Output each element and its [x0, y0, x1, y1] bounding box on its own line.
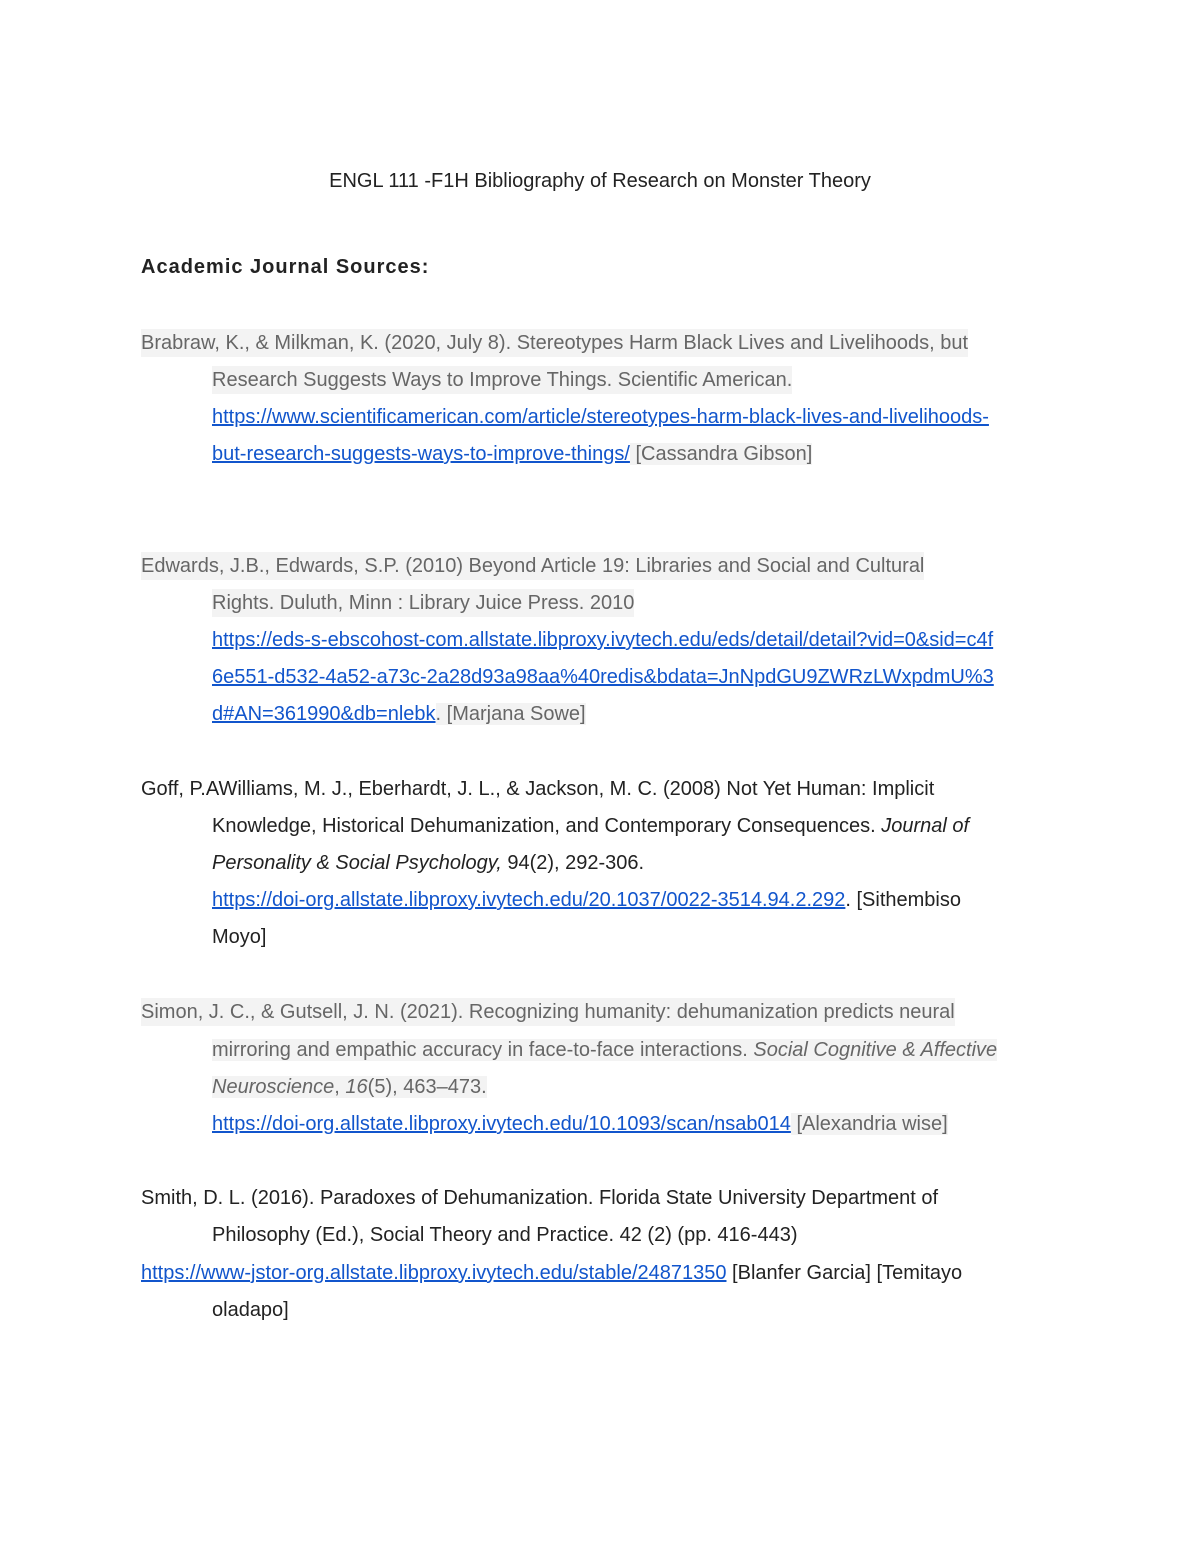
entry-line — [141, 1259, 962, 1287]
entry-line: Philosophy (Ed.), Social Theory and Practice. 42 (2) (pp. 416-443) — [212, 1224, 798, 1246]
page-title: ENGL 111 -F1H Bibliography of Research on Monster Theory — [329, 170, 871, 192]
source-link[interactable]: https://eds-s-ebscohost-com.allstate.libproxy.ivytech.edu/eds/detail/detail?vid=0&sid=c4f — [212, 629, 994, 651]
entry-line — [212, 403, 989, 431]
contributor-name: [Blanfer Garcia] [Temitayo — [726, 1262, 963, 1284]
entry-line — [212, 849, 644, 877]
contributor-name: . [Sithembiso — [845, 889, 961, 911]
journal-volume: 16 — [345, 1076, 368, 1098]
entry-line — [212, 1110, 948, 1138]
source-link[interactable]: https://www-jstor-org.allstate.libproxy.ivytech.edu/stable/24871350 — [141, 1262, 727, 1284]
contributor-name: oladapo] — [212, 1299, 289, 1321]
entry-line: Rights. Duluth, Minn : Library Juice Press. 2010 — [212, 589, 634, 617]
entry-pages: 94(2), 292-306. — [501, 852, 645, 874]
entry-line: Smith, D. L. (2016). Paradoxes of Dehumanization. Florida State University Department of — [141, 1187, 939, 1209]
volume-separator: , — [334, 1076, 346, 1098]
entry-line — [212, 1073, 487, 1101]
entry-line: Research Suggests Ways to Improve Things. Scientific American. — [212, 366, 792, 394]
journal-title: Personality & Social Psychology, — [212, 852, 502, 874]
entry-line — [212, 812, 969, 840]
entry-text: mirroring and empathic accuracy in face-to-face interactions. — [212, 1039, 754, 1061]
entry-line: Edwards, J.B., Edwards, S.P. (2010) Beyond Article 19: Libraries and Social and Cultural — [141, 552, 924, 580]
source-link[interactable]: d#AN=361990&db=nlebk — [212, 703, 436, 725]
journal-title: Neuroscience — [212, 1076, 335, 1098]
contributor-name: [Alexandria wise] — [790, 1113, 948, 1135]
contributor-name: . [Marjana Sowe] — [435, 703, 586, 725]
entry-line: Goff, P.AWilliams, M. J., Eberhardt, J. L., & Jackson, M. C. (2008) Not Yet Human: Implicit — [141, 778, 935, 800]
source-link[interactable]: https://doi-org.allstate.libproxy.ivytech.edu/10.1093/scan/nsab014 — [212, 1113, 791, 1135]
journal-title: Journal of — [881, 815, 970, 837]
source-link[interactable]: 6e551-d532-4a52-a73c-2a28d93a98aa%40redis&bdata=JnNpdGU9ZWRzLWxpdmU%3 — [212, 666, 994, 688]
contributor-name: [Cassandra Gibson] — [629, 443, 813, 465]
source-link[interactable]: but-research-suggests-ways-to-improve-things/ — [212, 443, 630, 465]
source-link[interactable]: https://www.scientificamerican.com/article/stereotypes-harm-black-lives-and-livelihoods- — [212, 406, 989, 428]
entry-line — [212, 700, 586, 728]
entry-pages: (5), 463–473. — [367, 1076, 487, 1098]
contributor-name: Moyo] — [212, 926, 267, 948]
entry-line: Brabraw, K., & Milkman, K. (2020, July 8). Stereotypes Harm Black Lives and Livelihoods, but — [141, 329, 968, 357]
entry-line — [212, 886, 961, 914]
entry-line — [212, 663, 994, 691]
entry-line: Simon, J. C., & Gutsell, J. N. (2021). Recognizing humanity: dehumanization predicts neural — [141, 998, 955, 1026]
entry-text: Knowledge, Historical Dehumanization, and Contemporary Consequences. — [212, 815, 882, 837]
journal-title: Social Cognitive & Affective — [753, 1039, 998, 1061]
entry-line — [212, 440, 812, 468]
source-link[interactable]: https://doi-org.allstate.libproxy.ivytech.edu/20.1037/0022-3514.94.2.292 — [212, 889, 846, 911]
entry-line — [212, 1036, 997, 1064]
entry-line — [212, 626, 993, 654]
section-heading: Academic Journal Sources: — [141, 256, 430, 278]
